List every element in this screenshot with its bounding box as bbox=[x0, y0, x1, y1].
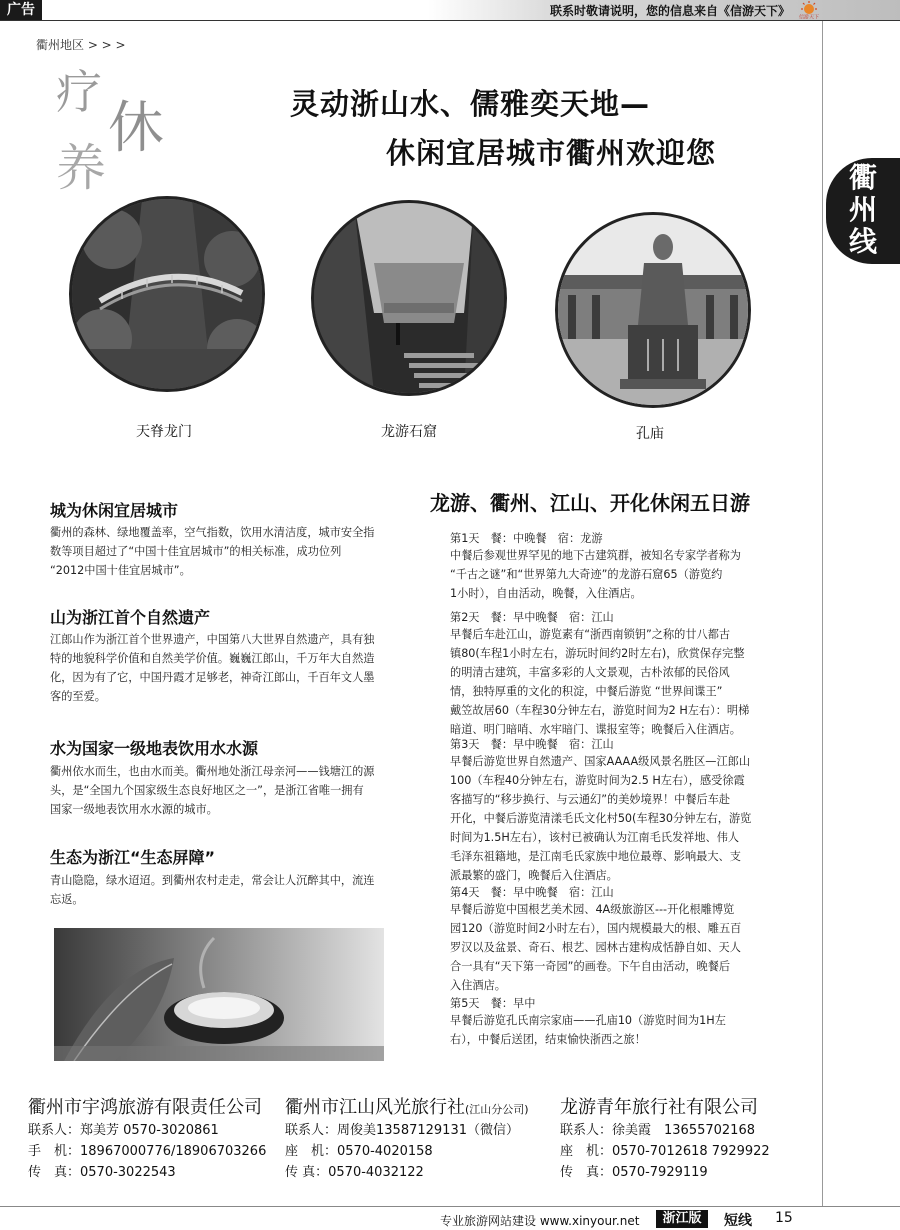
day-line: 罗汉以及盆景、奇石、根艺、园林古建构成恬静自如、天人 bbox=[450, 941, 741, 954]
day-body bbox=[450, 1011, 726, 1049]
page-frame-line bbox=[822, 21, 823, 1206]
agency-name bbox=[560, 1093, 758, 1119]
footer-edition: 浙江版 bbox=[656, 1210, 708, 1228]
day-header: 第2天 餐：早中晚餐 宿：江山 bbox=[450, 611, 614, 624]
article-heading: 山为浙江首个自然遗产 bbox=[50, 608, 211, 627]
logo-wordmark: 信游天下 bbox=[798, 14, 820, 19]
itinerary-day bbox=[450, 609, 749, 739]
day-line: “千古之谜”和“世界第九大奇迹”的龙游石窟65（游览约 bbox=[450, 568, 723, 581]
day-line: 入住酒店。 bbox=[450, 979, 506, 992]
article-heading: 城为休闲宜居城市 bbox=[50, 501, 179, 520]
article-body bbox=[50, 630, 374, 706]
day-line: 镇80(车程1小时左右，游玩时间约2时左右)，欣赏保存完整 bbox=[450, 647, 745, 660]
itinerary-day bbox=[450, 995, 726, 1049]
day-line: 右），中餐后送团，结束愉快浙西之旅！ bbox=[450, 1033, 646, 1046]
day-header: 第4天 餐：早中晚餐 宿：江山 bbox=[450, 886, 614, 899]
day-line: 开化，中餐后游览清漾毛氏文化村50(车程30分钟左右，游览 bbox=[450, 812, 752, 825]
day-line: 暗道、明门暗哨、水牢暗门、谍报室等；晚餐后入住酒店。 bbox=[450, 723, 741, 736]
day-line: 早餐后游览中国根艺美术园、4A级旅游区---开化根雕博览 bbox=[450, 903, 735, 916]
photo-tianji-longmen bbox=[69, 196, 265, 392]
publisher-logo-icon bbox=[796, 1, 822, 19]
day-line: 时间为1.5H左右），该村已被确认为江南毛氏发祥地、伟人 bbox=[450, 831, 740, 844]
day-line: 100（车程40分钟左右，游览时间为2.5 H左右），感受徐霞 bbox=[450, 774, 745, 787]
article-body bbox=[50, 871, 374, 909]
itinerary-day bbox=[450, 530, 741, 603]
day-body bbox=[450, 546, 741, 603]
article-line: 特的地貌科学价值和自然美学价值。巍巍江郎山，千万年大自然造 bbox=[50, 652, 375, 665]
day-body bbox=[450, 752, 751, 885]
day-header: 第1天 餐：中晚餐 宿：龙游 bbox=[450, 532, 603, 545]
day-line: 派最繁的盛门，晚餐后入住酒店。 bbox=[450, 869, 618, 882]
region-breadcrumb: 衢州地区 > > > bbox=[36, 38, 126, 52]
article-body bbox=[50, 762, 374, 819]
contact-line: 传 真：0570-7929119 bbox=[560, 1165, 708, 1180]
article-line: 衢州依水而生，也由水而美。衢州地处浙江母亲河——钱塘江的源 bbox=[50, 765, 375, 778]
article-line: 客的至爱。 bbox=[50, 690, 106, 703]
article-heading: 水为国家一级地表饮用水水源 bbox=[50, 739, 259, 758]
day-line: 中餐后参观世界罕见的地下古建筑群，被知名专家学者称为 bbox=[450, 549, 741, 562]
article-line: 头，是“全国九个国家级生态良好地区之一”，是浙江省唯一拥有 bbox=[50, 784, 364, 797]
day-line: 情，独特厚重的文化的积淀，中餐后游览 “世界间谍王” bbox=[450, 685, 723, 698]
article-line: 化，因为有了它，中国丹霞才足够老，神奇江郎山，千百年文人墨 bbox=[50, 671, 375, 684]
day-line: 的明清古建筑，丰富多彩的人文景观，古朴浓郁的民俗风 bbox=[450, 666, 730, 679]
photo-longyou-grottoes bbox=[311, 200, 507, 396]
contact-line: 传 真：0570-4032122 bbox=[285, 1165, 424, 1180]
agency-name-text: 衢州市江山风光旅行社 bbox=[285, 1097, 465, 1118]
article-line: 江郎山作为浙江首个世界遗产，中国第八大世界自然遗产，具有独 bbox=[50, 633, 375, 646]
source-notice: 联系时敬请说明，您的信息来自《信游天下》 bbox=[549, 4, 790, 18]
headline-line-1: 灵动浙山水、儒雅奕天地— bbox=[290, 87, 651, 121]
article-body bbox=[50, 523, 374, 580]
agency-note: (江山分公司) bbox=[465, 1103, 529, 1116]
article-line: 衢州的森林、绿地覆盖率，空气指数，饮用水清洁度，城市安全指 bbox=[50, 526, 375, 539]
day-line: 合一具有“天下第一奇园”的画卷。下午自由活动，晚餐后 bbox=[450, 960, 731, 973]
day-line: 早餐后游览世界自然遗产、国家AAAA级风景名胜区—江郎山 bbox=[450, 755, 751, 768]
day-line: 戴笠故居60（车程30分钟左右，游览时间为2 H左右）：明梯 bbox=[450, 704, 750, 717]
day-header: 第5天 餐：早中 bbox=[450, 997, 536, 1010]
day-line: 客描写的“移步换行、与云通幻”的美妙境界！中餐后车赴 bbox=[450, 793, 731, 806]
day-line: 早餐后游览孔氏南宗家庙——孔庙10（游览时间为1H左 bbox=[450, 1014, 726, 1027]
deco-char-liao: 疗 bbox=[56, 65, 102, 119]
agency-contacts bbox=[560, 1120, 770, 1183]
contact-line: 联系人：郑美芳 0570-3020861 bbox=[28, 1123, 219, 1138]
agency-name bbox=[28, 1093, 262, 1119]
footer-section: 短线 bbox=[724, 1213, 752, 1229]
ad-tag: 广告 bbox=[0, 0, 42, 20]
article-line: 国家一级地表饮用水水源的城市。 bbox=[50, 803, 218, 816]
agency-name-text: 衢州市宇鸿旅游有限责任公司 bbox=[28, 1097, 262, 1118]
agency-contacts bbox=[28, 1120, 266, 1183]
side-tab-text: 衢州线 bbox=[848, 161, 877, 258]
contact-line: 手 机：18967000776/18906703266 bbox=[28, 1144, 267, 1159]
article-heading: 生态为浙江“生态屏障” bbox=[50, 848, 216, 867]
side-section-label bbox=[826, 162, 900, 258]
photo-caption: 龙游石窟 bbox=[381, 424, 437, 440]
contact-line: 联系人：徐美霞 13655702168 bbox=[560, 1123, 755, 1138]
photo-local-food bbox=[54, 928, 384, 1061]
agency-name bbox=[285, 1093, 529, 1119]
day-body bbox=[450, 900, 741, 995]
photo-caption: 天脊龙门 bbox=[136, 424, 192, 440]
itinerary-day bbox=[450, 736, 751, 885]
footer-rule bbox=[0, 1206, 900, 1207]
article-line: 数等项目超过了“中国十佳宜居城市”的相关标准，成功位列 bbox=[50, 545, 342, 558]
article-line: “2012中国十佳宜居城市”。 bbox=[50, 564, 191, 577]
deco-char-xiu: 休 bbox=[108, 96, 164, 161]
contact-line: 联系人：周俊美13587129131（微信） bbox=[285, 1123, 519, 1138]
footer-website[interactable]: 专业旅游网站建设 www.xinyour.net bbox=[440, 1214, 640, 1228]
photo-confucius-temple bbox=[555, 212, 751, 408]
page-number: 15 bbox=[775, 1210, 793, 1226]
contact-line: 传 真：0570-3022543 bbox=[28, 1165, 176, 1180]
itinerary-title: 龙游、衢州、江山、开化休闲五日游 bbox=[430, 491, 750, 515]
day-header: 第3天 餐：早中晚餐 宿：江山 bbox=[450, 738, 614, 751]
article-line: 忘返。 bbox=[50, 893, 84, 906]
day-line: 1小时），自由活动，晚餐，入住酒店。 bbox=[450, 587, 642, 600]
photo-caption: 孔庙 bbox=[636, 426, 664, 442]
headline-line-2: 休闲宜居城市衢州欢迎您 bbox=[386, 136, 717, 170]
contact-line: 座 机：0570-7012618 7929922 bbox=[560, 1144, 770, 1159]
day-line: 园120（游览时间2小时左右），国内规模最大的根、雕五百 bbox=[450, 922, 742, 935]
agency-contacts bbox=[285, 1120, 519, 1183]
contact-line: 座 机：0570-4020158 bbox=[285, 1144, 433, 1159]
deco-char-yang: 养 bbox=[56, 139, 106, 197]
day-line: 早餐后车赴江山，游览素有“浙西南锁钥”之称的廿八都古 bbox=[450, 628, 731, 641]
day-body bbox=[450, 625, 749, 739]
top-rule bbox=[0, 20, 900, 21]
itinerary-day bbox=[450, 884, 741, 995]
day-line: 毛泽东祖籍地，是江南毛氏家族中地位最尊、影响最大、支 bbox=[450, 850, 741, 863]
agency-name-text: 龙游青年旅行社有限公司 bbox=[560, 1097, 758, 1118]
article-line: 青山隐隐，绿水迢迢。到衢州农村走走，常会让人沉醉其中，流连 bbox=[50, 874, 375, 887]
